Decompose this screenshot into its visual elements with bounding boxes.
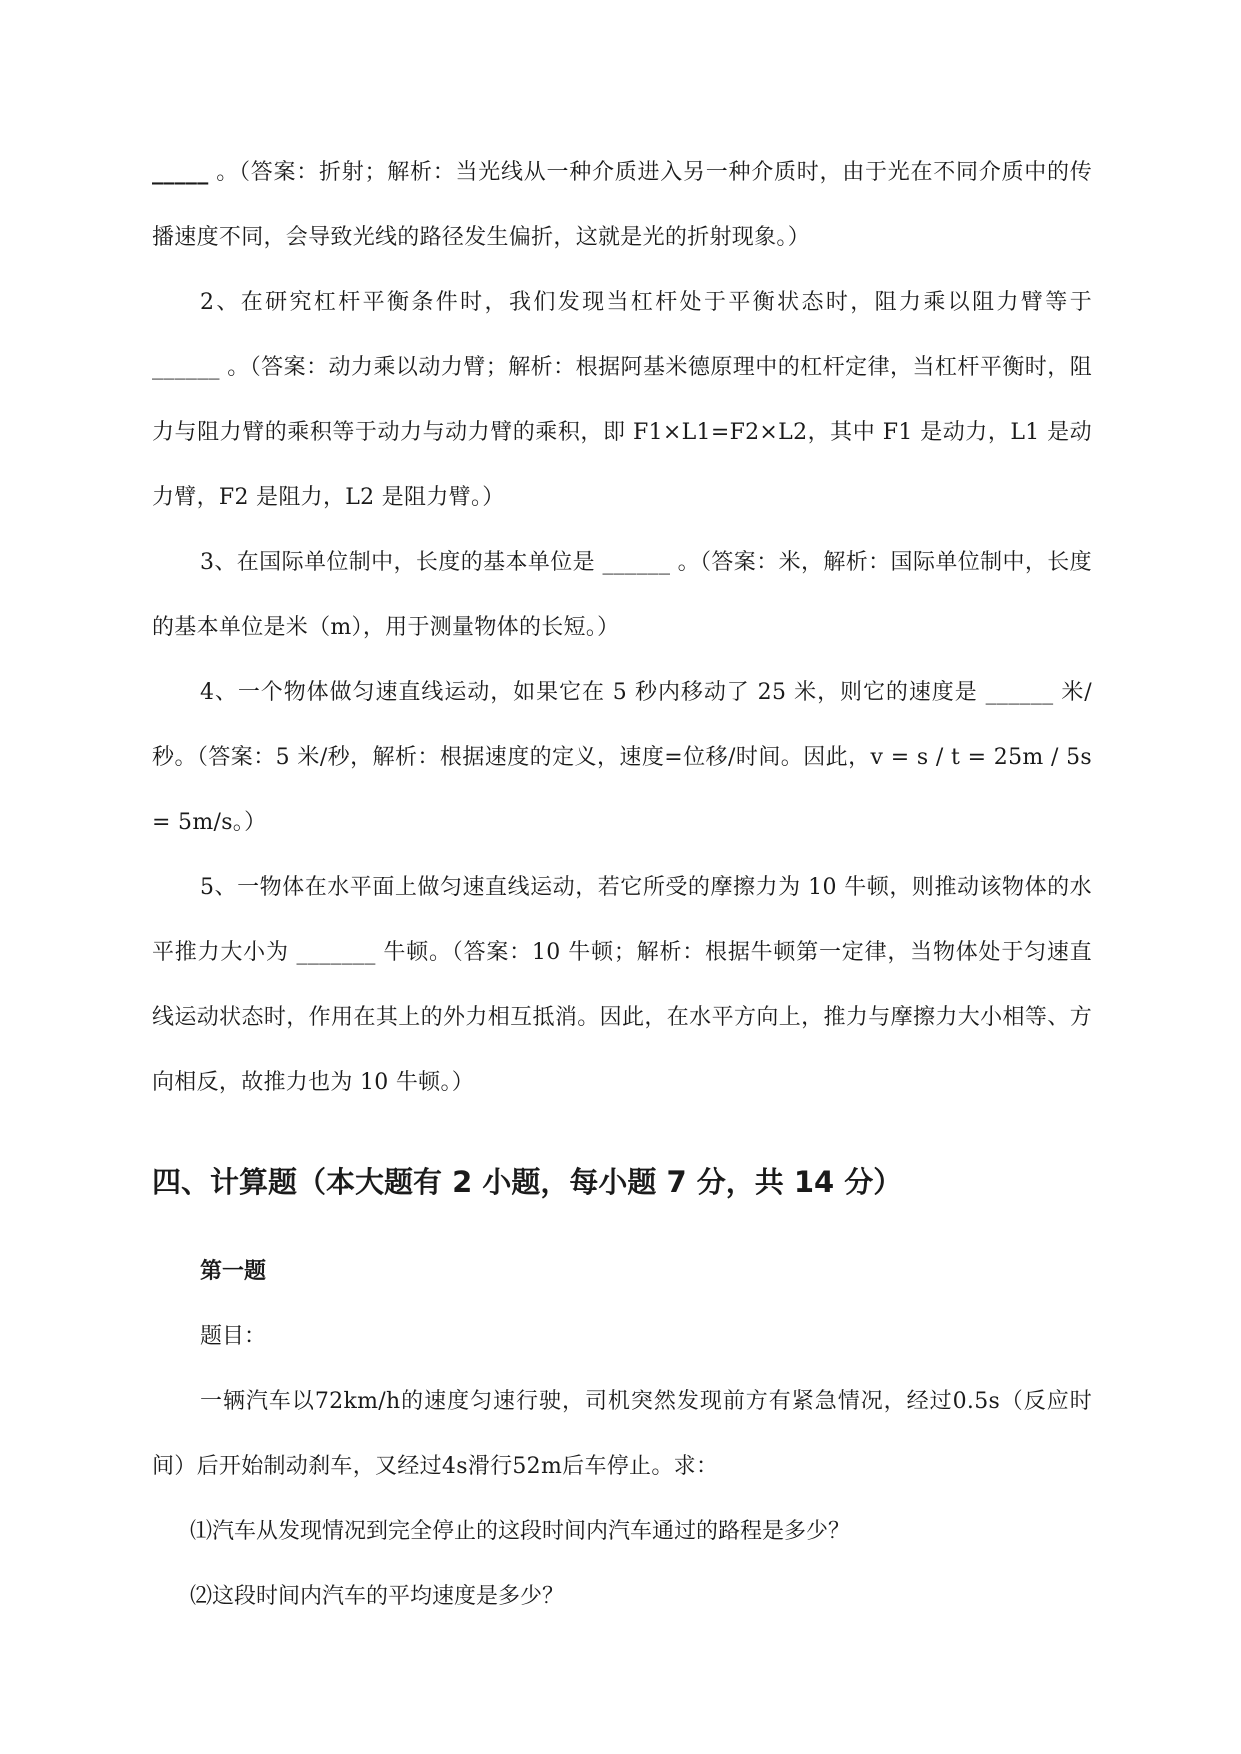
question-1-title: 第一题 xyxy=(200,1259,267,1284)
question-1-label: 题目： xyxy=(200,1324,267,1349)
question-1-part-1: ⑴汽车从发现情况到完全停止的这段时间内汽车通过的路程是多少？ xyxy=(190,1519,851,1544)
answer-blank: _____ xyxy=(152,159,209,185)
fill-in-item-4: 4、一个物体做匀速直线运动，如果它在 5 秒内移动了 25 米，则它的速度是 ______ 米/秒。（答案：5 米/秒，解析：根据速度的定义，速度=位移/时间。因此，v = s / t = 25m / 5s = 5m/s。） xyxy=(152,680,1092,835)
fill-in-item-2: 2、在研究杠杆平衡条件时，我们发现当杠杆处于平衡状态时，阻力乘以阻力臂等于 ______ 。（答案：动力乘以动力臂；解析：根据阿基米德原理中的杠杆定律，当杠杆平衡时，阻力与阻力臂的乘积等于动力与动力臂的乘积，即 F1×L1=F2×L2，其中 F1 是动力，L1 是动力臂，F2 是阻力，L2 是阻力臂。） xyxy=(152,290,1092,510)
section-heading: 四、计算题（本大题有 2 小题，每小题 7 分，共 14 分） xyxy=(152,1165,903,1199)
question-1-part-2: ⑵这段时间内汽车的平均速度是多少？ xyxy=(190,1584,565,1609)
fill-in-item-1 xyxy=(152,140,1092,270)
question-1-stem: 一辆汽车以72km/h的速度匀速行驶，司机突然发现前方有紧急情况，经过0.5s（反应时间）后开始制动刹车，又经过4s滑行52m后车停止。求： xyxy=(152,1389,1092,1479)
fill-in-item-5: 5、一物体在水平面上做匀速直线运动，若它所受的摩擦力为 10 牛顿，则推动该物体的水平推力大小为 _______ 牛顿。（答案：10 牛顿；解析：根据牛顿第一定律，当物体处于匀速直线运动状态时，作用在其上的外力相互抵消。因此，在水平方向上，推力与摩擦力大小相等、方向相反，故推力也为 10 牛顿。） xyxy=(152,875,1092,1095)
document-page xyxy=(152,140,1092,1629)
fill-in-item-3: 3、在国际单位制中，长度的基本单位是 ______ 。（答案：米，解析：国际单位制中，长度的基本单位是米（m），用于测量物体的长短。） xyxy=(152,550,1092,640)
item-1-text: 。（答案：折射；解析：当光线从一种介质进入另一种介质时，由于光在不同介质中的传播速度不同，会导致光线的路径发生偏折，这就是光的折射现象。） xyxy=(152,160,1092,250)
